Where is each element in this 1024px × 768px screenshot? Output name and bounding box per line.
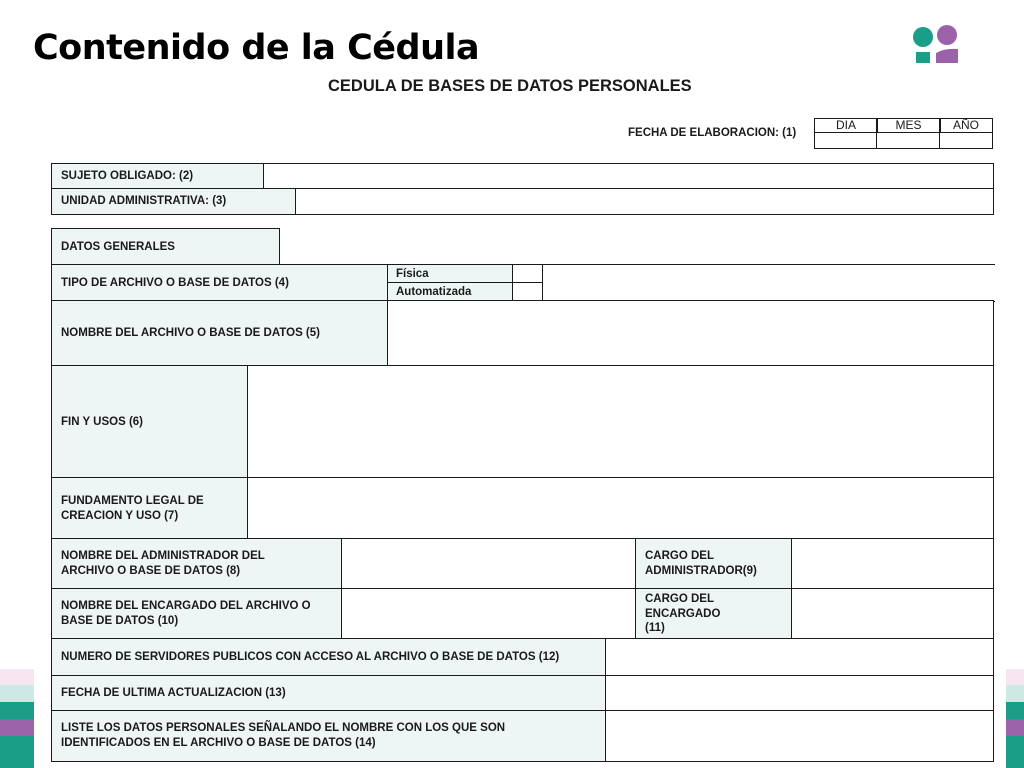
- fecha-mes-field[interactable]: [876, 132, 941, 149]
- tipo-automatizada-label: Automatizada: [387, 282, 514, 302]
- encargado-label: NOMBRE DEL ENCARGADO DEL ARCHIVO O BASE DE DATOS (10): [51, 588, 343, 640]
- stripe: [0, 702, 34, 719]
- tipo-fisica-label: Física: [387, 264, 514, 284]
- logo-teal-block: [916, 52, 930, 63]
- stripe: [1006, 736, 1024, 768]
- encargado-field[interactable]: [341, 588, 637, 640]
- stripe: [0, 719, 34, 736]
- tipo-fisica-checkbox[interactable]: [512, 264, 544, 284]
- datos-generales-header: DATOS GENERALES: [51, 228, 280, 266]
- tipo-archivo-label: TIPO DE ARCHIVO O BASE DE DATOS (4): [51, 264, 389, 302]
- tipo-automatizada-checkbox[interactable]: [512, 282, 544, 302]
- unidad-administrativa-label: UNIDAD ADMINISTRATIVA: (3): [51, 188, 297, 215]
- stripe: [0, 669, 34, 685]
- administrador-label: NOMBRE DEL ADMINISTRADOR DEL ARCHIVO O BASE DE DATOS (8): [51, 538, 343, 590]
- fecha-label: FECHA DE ELABORACION: (1): [628, 127, 797, 139]
- stripe: [1006, 669, 1024, 685]
- servidores-publicos-field[interactable]: [605, 638, 994, 677]
- stripe: [0, 736, 34, 768]
- liste-datos-field[interactable]: [605, 710, 994, 762]
- stripe: [1006, 702, 1024, 719]
- nombre-archivo-label: NOMBRE DEL ARCHIVO O BASE DE DATOS (5): [51, 300, 389, 367]
- fundamento-legal-label: FUNDAMENTO LEGAL DE CREACION Y USO (7): [51, 477, 249, 540]
- slide-title: Contenido de la Cédula: [33, 28, 480, 68]
- cargo-encargado-label: CARGO DEL ENCARGADO (11): [635, 588, 793, 640]
- sujeto-obligado-field[interactable]: [263, 163, 994, 190]
- brand-logo: [912, 24, 962, 64]
- servidores-publicos-label: NUMERO DE SERVIDORES PUBLICOS CON ACCESO AL ARCHIVO O BASE DE DATOS (12): [51, 638, 607, 677]
- tipo-archivo-field[interactable]: [542, 264, 995, 302]
- sujeto-obligado-label: SUJETO OBLIGADO: (2): [51, 163, 265, 190]
- fin-usos-label: FIN Y USOS (6): [51, 365, 249, 479]
- fin-usos-field[interactable]: [247, 365, 994, 479]
- cargo-administrador-field[interactable]: [791, 538, 994, 590]
- ultima-actualizacion-field[interactable]: [605, 675, 994, 712]
- logo-purple-circle: [937, 25, 957, 45]
- fundamento-legal-field[interactable]: [247, 477, 994, 540]
- fecha-dia-header: DIA: [814, 118, 878, 134]
- fecha-ano-header: AÑO: [939, 118, 993, 134]
- logo-purple-block: [936, 49, 958, 63]
- administrador-field[interactable]: [341, 538, 637, 590]
- ultima-actualizacion-label: FECHA DE ULTIMA ACTUALIZACION (13): [51, 675, 607, 712]
- stripe: [1006, 685, 1024, 702]
- cargo-administrador-label: CARGO DEL ADMINISTRADOR(9): [635, 538, 793, 590]
- fecha-mes-header: MES: [876, 118, 941, 134]
- unidad-administrativa-field[interactable]: [295, 188, 994, 215]
- liste-datos-label: LISTE LOS DATOS PERSONALES SEÑALANDO EL NOMBRE CON LOS QUE SON IDENTIFICADOS EN EL ARCHIVO O BASE DE DATOS (14): [51, 710, 607, 762]
- stripe: [1006, 719, 1024, 736]
- form-title: CEDULA DE BASES DE DATOS PERSONALES: [328, 77, 692, 95]
- nombre-archivo-field[interactable]: [387, 300, 994, 367]
- stripe: [0, 685, 34, 702]
- logo-teal-circle: [913, 27, 933, 47]
- fecha-dia-field[interactable]: [814, 132, 878, 149]
- cargo-encargado-field[interactable]: [791, 588, 994, 640]
- fecha-ano-field[interactable]: [939, 132, 993, 149]
